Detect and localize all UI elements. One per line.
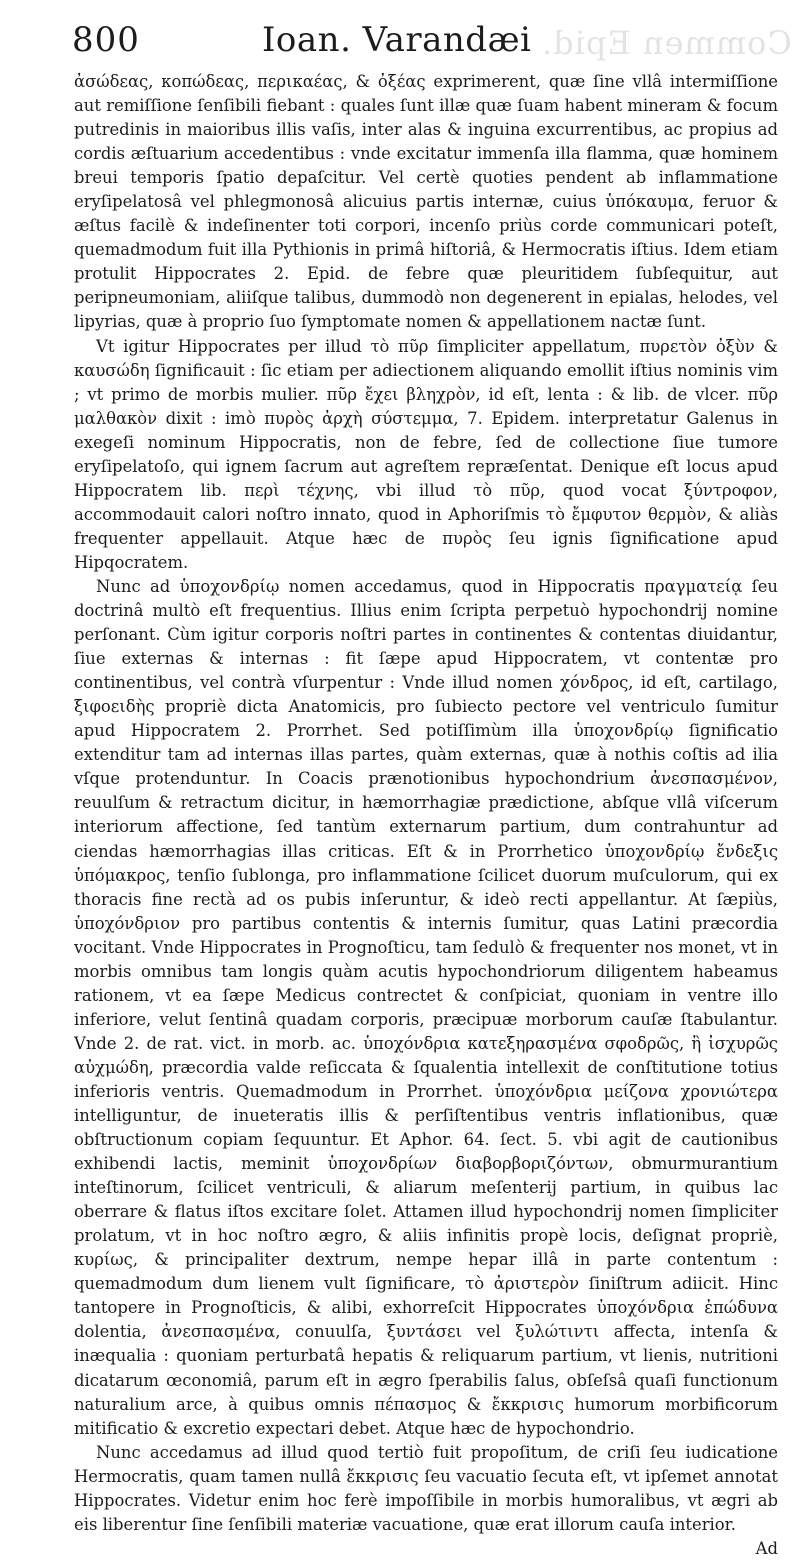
- paragraph-continuation: ἀσώδεας, κοπώδεας, περικαέας, & ὀξέας exprimerent, quæ ſine vllâ intermiſſione aut remiſſione ſenſibili fiebant : quales ſunt illæ quæ ſuam habent mineram & focum putredinis in maioribus illis vaſis, inter alas & inguina excurrentibus, ac propius ad cordis æſtuarium accedentibus : vnde excitatur immenſa illa flamma, quæ hominem breui temporis ſpatio depaſcitur. Vel certè quoties pendent ab inflammatione eryſipelatosâ vel phlegmonosâ alicuius partis internæ, cuius ὑπόκαυμα, feruor & æſtus facilè & indeſinenter toti corpori, incenſo priùs corde communicari poteſt, quemadmodum fuit illa Pythionis in primâ hiſtoriâ, & Hermocratis iſtius. Idem etiam protulit Hippocrates 2. Epid. de febre quæ pleuritidem ſubſequitur, aut peripneumoniam, aliiſque talibus, dummodò non degenerent in epialas, helodes, vel lipyrias, quæ à proprio ſuo ſymptomate nomen & appellationem nactæ ſunt.: [74, 72, 778, 332]
- page-number: 800: [72, 20, 140, 60]
- paragraph-crisis: Nunc accedamus ad illud quod tertiò fuit propoſitum, de criſi ſeu iudicatione Hermocratis, quam tamen nullâ ἔκκρισις ſeu vacuatio ſecuta eſt, vt ipſemet annotat Hippocrates. Videtur enim hoc ferè impoſſibile in morbis humoralibus, vt ægri ab eis liberentur ſine ſenſibili materiæ vacuatione, quæ erat illorum cauſa interior.: [74, 1442, 778, 1534]
- bleed-through-text: Commen Epid.: [541, 24, 792, 62]
- catchword: Ad: [755, 1538, 778, 1558]
- paragraph-pyr: Vt igitur Hippocrates per illud τὸ πῦρ ſimpliciter appellatum, πυρετὸν ὀξὺν & καυσώδη ſignificauit : ſic etiam per adiectionem aliquando emollit iſtius nominis vim ; vt primo de morbis mulier. πῦρ ἔχει βληχρὸν, id eſt, lenta : & lib. de vlcer. πῦρ μαλθακὸν dixit : imò πυρὸς ἀρχὴ σύστεμμα, 7. Epidem. interpretatur Galenus in exegeſi nominum Hippocratis, non de febre, ſed de collectione ſiue tumore eryſipelatoſo, qui ignem ſacrum aut agreſtem repræſentat. Denique eſt locus apud Hippocratem lib. περὶ τέχνης, vbi illud τὸ πῦρ, quod vocat ξύντροφον, accommodauit calori noſtro innato, quod in Aphoriſmis τὸ ἔμφυτον θερμὸν, & aliàs frequenter appellauit. Atque hæc de πυρὸς ſeu ignis ſignificatione apud Hipqocratem.: [74, 336, 778, 572]
- paragraph-hypochondrion: Nunc ad ὑποχονδρίῳ nomen accedamus, quod in Hippocratis πραγματείᾳ ſeu doctrinâ multò eſt frequentius. Illius enim ſcripta perpetuò hypochondrij nomine perſonant. Cùm igitur corporis noſtri partes in continentes & contentas diuidantur, ſiue externas & internas : fit ſæpe apud Hippocratem, vt contentæ pro continentibus, vel contrà vſurpentur : Vnde illud nomen χόνδρος, id eſt, cartilago, ξιφοειδὴς propriè dicta Anatomicis, pro ſubiecto pectore vel ventriculo ſumitur apud Hippocratem 2. Prorrhet. Sed potiſſimùm illa ὑποχονδρίῳ ſignificatio extenditur tam ad internas illas partes, quàm externas, quæ à nothis coſtis ad ilia vſque protenduntur. In Coacis prænotionibus hypochondrium ἀνεσπασμένον, reuulſum & retractum dicitur, in hæmorrhagiæ prædictione, abſque vllâ viſcerum interiorum affectione, ſed tantùm externarum partium, dum contrahuntur ad ciendas hæmorrhagias illas criticas. Eſt & in Prorrhetico ὑποχονδρίῳ ἔνδεξις ὑπόμακρος, tenſio ſublonga, pro inflammatione ſcilicet duorum muſculorum, qui ex thoracis fine rectà ad os pubis inſeruntur, & ideò recti appellantur. At ſæpiùs, ὑποχόνδριον pro partibus contentis & internis ſumitur, quas Latini præcordia vocitant. Vnde Hippocrates in Prognoſticu, tam ſedulò & frequenter nos monet, vt in morbis omnibus tam longis quàm acutis hypochondriorum diligentem habeamus rationem, vt ea ſæpe Medicus contrectet & conſpiciat, quoniam in ventre illo inferiore, velut ſentinâ quadam corporis, præcipuæ morborum cauſæ ſtabulantur. Vnde 2. de rat. vict. in morb. ac. ὑποχόνδρια κατεξηρασμένα σφοδρῶς, ἢ ἰσχυρῶς αὐχμώδη, præcordia valde reſiccata & ſqualentia intellexit de conſtitutione totius inferioris ventris. Quemadmodum in Prorrhet. ὑποχόνδρια μείζονα χρονιώτερα intelliguntur, de inueteratis illis & perſiſtentibus ventris inflationibus, quæ obſtructionum copiam ſequuntur. Et Aphor. 64. ſect. 5. vbi agit de cautionibus exhibendi lactis, meminit ὑποχονδρίων διαβορβοριζόντων, obmurmurantium inteſtinorum, ſcilicet ventriculi, & aliarum meſenterij partium, in quibus lac oberrare & flatus iſtos excitare ſolet. Attamen illud hypochondrij nomen ſimpliciter prolatum, vt in hoc noſtro ægro, & aliis infinitis propè locis, deſignat propriè, κυρίως, & principaliter dextrum, nempe hepar illâ in parte contentum : quemadmodum dum lienem vult ſignificare, τὸ ἀριστερὸν ſiniſtrum adiicit. Hinc tantopere in Prognoſticis, & alibi, exhorreſcit Hippocrates ὑποχόνδρια ἐπώδυνα dolentia, ἀνεσπασμένα, conuulſa, ξυντάσει vel ξυλώτιντι affecta, intenſa & inæqualia : quoniam perturbatâ hepatis & reliquarum partium, vt lienis, nutritioni dicatarum œconomiâ, parum eſt in ægro ſperabilis ſalus, obſeſsâ quaſi functionum naturalium arce, à quibus omnis πέπασμος & ἔκκρισις humorum morbificorum mitificatio & excretio expectari debet. Atque hæc de hypochondrio.: [74, 576, 778, 1438]
- running-head: Ioan. Varandæi: [262, 20, 532, 60]
- body-text: [74, 70, 778, 1537]
